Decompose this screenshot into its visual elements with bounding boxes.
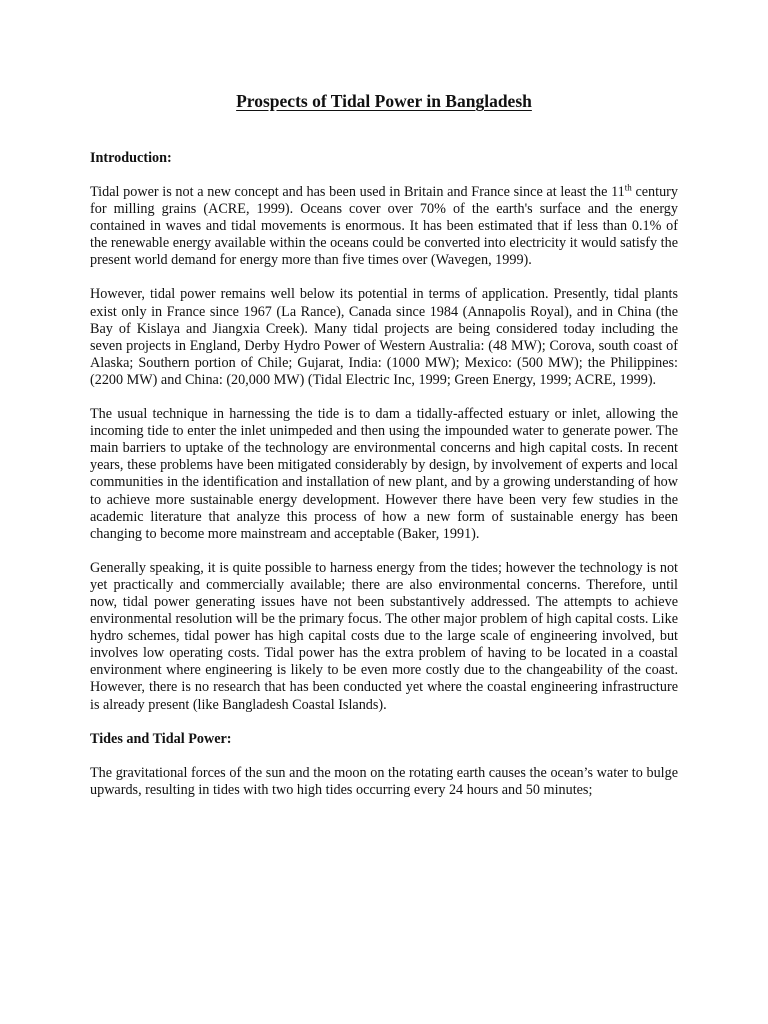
paragraph bbox=[90, 184, 678, 269]
paragraph-text: Tidal power is not a new concept and has been used in Britain and France since at least the 11 bbox=[90, 184, 625, 200]
paragraph: However, tidal power remains well below its potential in terms of application. Presently, tidal plants exist only in France since 1967 (La Rance), Canada since 1984 (Annapolis Royal), and in China (the Bay of Kislaya and Jiangxia Creek). Many tidal projects are being considered today including the seven projects in England, Derby Hydro Power of Western Australia: (48 MW); Corova, south coast of Alaska; Southern portion of Chile; Gujarat, India: (1000 MW); Mexico: (500 MW); the Philippines: (2200 MW) and China: (20,000 MW) (Tidal Electric Inc, 1999; Green Energy, 1999; ACRE, 1999). bbox=[90, 286, 678, 388]
superscript: th bbox=[624, 182, 632, 193]
paragraph: The usual technique in harnessing the tide is to dam a tidally-affected estuary or inlet, allowing the incoming tide to enter the inlet unimpeded and then using the impounded water to generate power. The main barriers to uptake of the technology are environmental concerns and high capital costs. In recent years, these problems have been mitigated considerably by design, by involvement of experts and local communities in the identification and installation of new plant, and by a growing understanding of how to achieve more sustainable energy development. However there have been very few studies in the academic literature that analyze this process of how a new form of sustainable energy has been changing to become more mainstream and acceptable (Baker, 1991). bbox=[90, 406, 678, 542]
document-page bbox=[90, 90, 678, 816]
paragraph-text: century for milling grains (ACRE, 1999). Oceans cover over 70% of the earth's surface and the energy contained in waves and tidal movements is enormous. It has been estimated that if less than 0.1% of the renewable energy available within the oceans could be converted into electricity it would satisfy the present world demand for energy more than five times over (Wavegen, 1999). bbox=[90, 184, 678, 269]
document-title: Prospects of Tidal Power in Bangladesh bbox=[236, 91, 532, 111]
paragraph: Generally speaking, it is quite possible to harness energy from the tides; however the technology is not yet practically and commercially available; there are also environmental concerns. Therefore, until now, tidal power generating issues have not been substantively addressed. The attempts to achieve environmental resolution will be the primary focus. The other major problem of high capital costs. Like hydro schemes, tidal power has high capital costs due to the large scale of engineering involved, but involves low operating costs. Tidal power has the extra problem of having to be located in a coastal environment where engineering is likely to be even more costly due to the changeability of the coast. However, there is no research that has been conducted yet where the coastal engineering infrastructure is already present (like Bangladesh Coastal Islands). bbox=[90, 559, 678, 713]
section-heading-introduction: Introduction: bbox=[90, 150, 172, 166]
paragraph: The gravitational forces of the sun and the moon on the rotating earth causes the ocean’s water to bulge upwards, resulting in tides with two high tides occurring every 24 hours and 50 minutes; bbox=[90, 764, 678, 798]
section-heading-tides: Tides and Tidal Power: bbox=[90, 730, 232, 747]
